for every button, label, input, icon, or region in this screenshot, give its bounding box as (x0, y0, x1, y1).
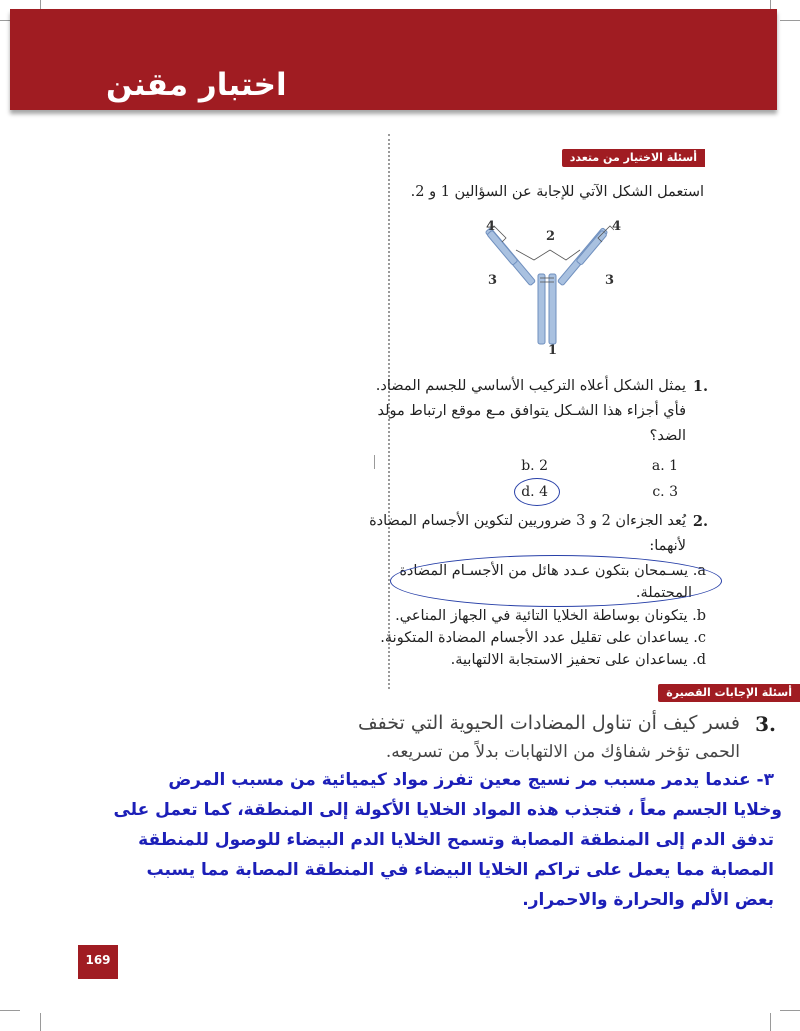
antibody-diagram (472, 216, 652, 356)
crop-mark (780, 1010, 800, 1011)
q1-number: 1. (692, 378, 708, 395)
label-3-left: 3 (488, 273, 498, 288)
q2-line-1: يُعد الجزءان 2 و 3 ضروريين لتكوين الأجسام المضادة (369, 513, 686, 529)
label-2: 2 (546, 229, 556, 244)
crop-mark (780, 20, 800, 21)
answer-line-1: ٣- عندما يدمر مسبب مر نسيج معين تفرز مواد كيميائية من مسبب المرض (168, 770, 774, 790)
q2-option-a-cont: المحتملة. (635, 585, 692, 601)
answer-line-2: وخلايا الجسم معاً ، فتجذب هذه المواد الخلايا الأكولة إلى المنطقة، كما تعمل على (113, 800, 782, 820)
answer-line-5: بعض الألم والحرارة والاحمرار. (522, 890, 774, 910)
answer-line-3: تدفق الدم إلى المنطقة المصابة وتسمح الخلايا الدم البيضاء للوصول للمنطقة (138, 830, 774, 850)
section-tag-short-answer: أسئلة الإجابات القصيرة (658, 684, 800, 702)
q1-line-3: الضد؟ (649, 428, 686, 444)
instruction-text: استعمل الشكل الآتي للإجابة عن السؤالين 1 و 2. (410, 184, 704, 200)
q2-option-b[interactable]: b. يتكونان بوساطة الخلايا التائية في الجهاز المناعي. (395, 608, 706, 624)
label-1: 1 (548, 343, 558, 356)
q3-line-2: الحمى تؤخر شفاؤك من الالتهابات بدلاً من تسريعه. (385, 742, 740, 762)
answer-line-4: المصابة مما يعمل على تراكم الخلايا البيضاء في المنطقة المصابة مما يسبب (146, 860, 774, 880)
header-banner (10, 9, 777, 110)
q2-line-2: لأنهما: (649, 538, 686, 554)
page-number: 169 (78, 945, 118, 979)
crop-mark (40, 1013, 41, 1031)
page-title: اختبار مقنن (106, 67, 287, 103)
q1-line-1: يمثل الشكل أعلاه التركيب الأساسي للجسم المضاد. (375, 378, 686, 394)
q2-option-d[interactable]: d. يساعدان على تحفيز الاستجابة الالتهابية. (450, 652, 706, 668)
antibody-shape (485, 228, 608, 344)
q2-number: 2. (692, 513, 708, 530)
q3-line-1: فسر كيف أن تناول المضادات الحيوية التي تخفف (357, 712, 740, 734)
label-3-right: 3 (605, 273, 615, 288)
q1-option-c[interactable]: c. 3 (652, 484, 678, 500)
q1-answer-circle (514, 478, 560, 506)
crop-mark (0, 1010, 20, 1011)
q1-line-2: فأي أجزاء هذا الشـكل يتوافق مـع موقع ارتباط مولد (377, 403, 686, 419)
label-4-right: 4 (612, 219, 622, 234)
q1-option-b[interactable]: b. 2 (521, 458, 548, 474)
q2-option-a[interactable]: a. يسـمحان بتكون عـدد هائل من الأجسـام المضادة (399, 563, 706, 579)
q1-option-a[interactable]: a. 1 (651, 458, 678, 474)
q1-option-d[interactable]: d. 4 (521, 484, 548, 500)
crop-mark (374, 455, 375, 469)
crop-mark (770, 1013, 771, 1031)
label-4-left: 4 (486, 219, 496, 234)
section-tag-multiple-choice: أسئلة الاختيار من متعدد (562, 149, 705, 167)
q2-option-c[interactable]: c. يساعدان على تقليل عدد الأجسام المضادة المتكونة. (380, 630, 706, 646)
q2-answer-ellipse (390, 555, 722, 607)
q3-number: 3. (755, 712, 776, 736)
